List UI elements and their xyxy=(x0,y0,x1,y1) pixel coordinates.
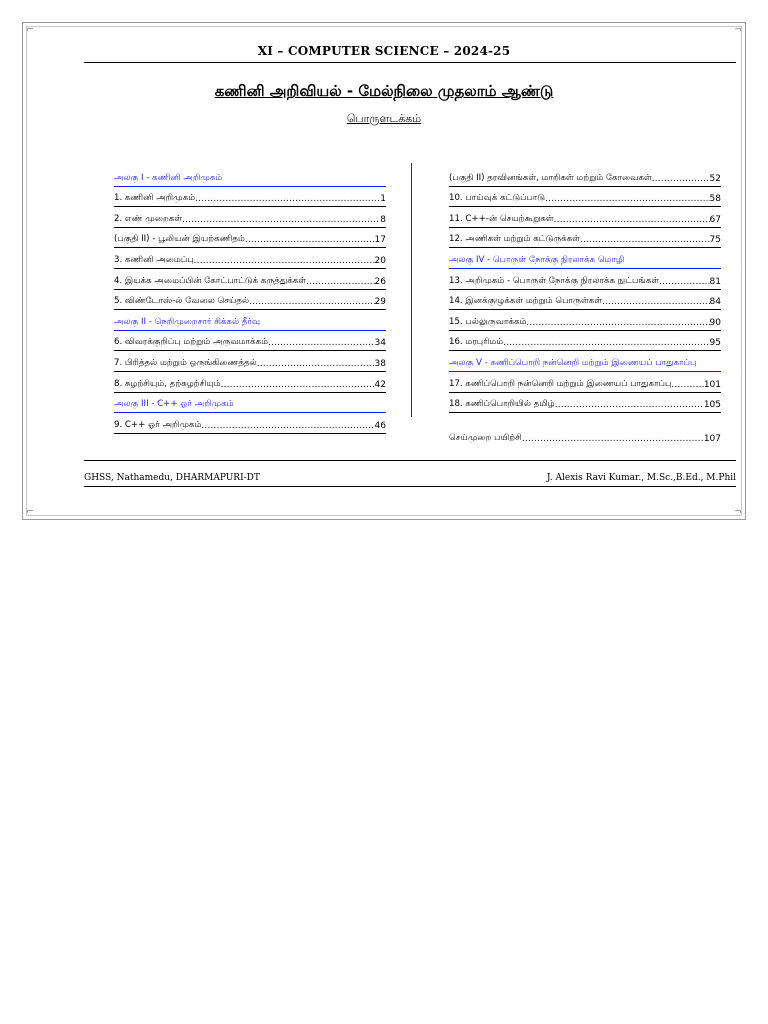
column-divider xyxy=(411,163,412,417)
entry-page-number: 34 xyxy=(374,338,386,349)
footer-rule-top xyxy=(84,460,736,461)
entry-label: 14. இனக்குழுக்கள் மற்றும் பொருள்கள் xyxy=(449,296,602,307)
entry-label: 12. அணிகள் மற்றும் கட்டுருக்கள் xyxy=(449,234,581,245)
entry-label: 10. பாய்வுக் கட்டுப்பாடு xyxy=(449,193,546,204)
entry-label: செய்முறை பயிற்சி xyxy=(449,432,522,443)
dot-leader xyxy=(306,277,374,287)
unit-label: அலகு IV - பொருள் நோக்கு நிரலாக்க மொழி xyxy=(449,254,625,265)
entry-page-number: 26 xyxy=(374,276,386,287)
entry-label: 13. அறிமுகம் - பொருள் நோக்கு நிரலாக்க நுட்பங்கள் xyxy=(449,275,660,286)
toc-entry[interactable] xyxy=(114,207,386,228)
document-title: கணினி அறிவியல் - மேல்நிலை முதலாம் ஆண்டு xyxy=(214,82,554,100)
dot-leader xyxy=(580,235,710,245)
toc-unit-heading[interactable] xyxy=(114,166,386,187)
entry-label: 3. கணினி அமைப்பு xyxy=(114,254,194,265)
corner-ornament-icon: ¬ xyxy=(734,25,742,35)
toc-entry[interactable] xyxy=(449,269,721,290)
dot-leader xyxy=(195,194,380,204)
dot-leader xyxy=(555,400,704,410)
toc-spacer xyxy=(449,413,721,425)
entry-label: 6. விவரக்குறிப்பு மற்றும் அருவமாக்கம் xyxy=(114,337,269,348)
unit-label: அலகு V - கணிப்பொறி நன்னெறி மற்றும் இணையப் பாதுகாப்பு xyxy=(449,357,697,368)
dot-leader xyxy=(249,297,374,307)
document-subtitle: பொருளடக்கம் xyxy=(346,112,422,125)
toc-entry[interactable] xyxy=(449,290,721,311)
entry-page-number: 81 xyxy=(709,276,721,287)
header-title: XI – COMPUTER SCIENCE – 2024-25 xyxy=(257,44,511,58)
dot-leader xyxy=(602,297,710,307)
entry-page-number: 46 xyxy=(374,420,386,431)
dot-leader xyxy=(503,338,709,348)
entry-label: 18. கணிப்பொறியில் தமிழ் xyxy=(449,399,555,410)
unit-label: அலகு I - கணினி அறிமுகம் xyxy=(114,172,223,183)
entry-page-number: 17 xyxy=(374,235,386,246)
header-rule xyxy=(84,62,736,63)
toc-entry[interactable] xyxy=(114,248,386,269)
toc-entry[interactable] xyxy=(114,331,386,352)
entry-page-number: 52 xyxy=(709,173,721,184)
entry-label: (பகுதி II) - பூலியன் இயற்கணிதம் xyxy=(114,234,245,245)
dot-leader xyxy=(245,235,375,245)
dot-leader xyxy=(652,174,710,184)
entry-page-number: 107 xyxy=(703,433,721,444)
dot-leader xyxy=(554,215,710,225)
entry-page-number: 95 xyxy=(709,338,721,349)
toc-right-column xyxy=(449,166,721,446)
toc-entry[interactable] xyxy=(114,413,386,434)
footer-rule-bottom xyxy=(84,486,736,487)
toc-entry[interactable] xyxy=(449,207,721,228)
toc-unit-heading[interactable] xyxy=(449,248,721,269)
dot-leader xyxy=(221,380,375,390)
entry-page-number: 20 xyxy=(374,255,386,266)
entry-page-number: 75 xyxy=(709,235,721,246)
dot-leader xyxy=(526,318,709,328)
dot-leader xyxy=(545,194,709,204)
dot-leader xyxy=(671,380,703,390)
entry-label: 2. எண் முறைகள் xyxy=(114,213,183,224)
entry-label: 4. இயக்க அமைப்பின் கோட்பாட்டுக் கருத்துக்கள் xyxy=(114,275,307,286)
toc-entry[interactable] xyxy=(114,187,386,208)
entry-label: 9. C++ ஓர் அறிமுகம் xyxy=(114,419,202,430)
footer-school: GHSS, Nathamedu, DHARMAPURI-DT xyxy=(84,473,260,483)
dot-leader xyxy=(257,359,375,369)
unit-label: அலகு II - நெறிமுறைசார் சிக்கல் தீர்வு xyxy=(114,316,261,327)
dot-leader xyxy=(182,215,380,225)
entry-page-number: 90 xyxy=(709,317,721,328)
entry-page-number: 29 xyxy=(374,297,386,308)
toc-unit-heading[interactable] xyxy=(449,351,721,372)
entry-page-number: 1 xyxy=(380,194,386,205)
dot-leader xyxy=(659,277,709,287)
toc-entry[interactable] xyxy=(449,393,721,414)
entry-label: 8. சுழற்சியும், தற்சுழற்சியும் xyxy=(114,378,221,389)
dot-leader xyxy=(522,434,704,444)
entry-page-number: 84 xyxy=(709,297,721,308)
corner-ornament-icon: ⌐ xyxy=(26,25,34,35)
toc-entry[interactable] xyxy=(449,331,721,352)
entry-label: 15. பல்லுருவாக்கம் xyxy=(449,316,527,327)
dot-leader xyxy=(194,256,375,266)
toc-unit-heading[interactable] xyxy=(114,393,386,414)
toc-entry[interactable] xyxy=(449,310,721,331)
entry-page-number: 38 xyxy=(374,358,386,369)
toc-entry[interactable] xyxy=(449,166,721,187)
toc-left-column xyxy=(114,166,386,434)
entry-page-number: 105 xyxy=(703,400,721,411)
toc-entry[interactable] xyxy=(114,372,386,393)
toc-entry[interactable] xyxy=(114,228,386,249)
entry-page-number: 67 xyxy=(709,214,721,225)
toc-entry[interactable] xyxy=(114,351,386,372)
toc-entry[interactable] xyxy=(449,372,721,393)
toc-unit-heading[interactable] xyxy=(114,310,386,331)
entry-label: (பகுதி II) தரவினங்கள், மாறிகள் மற்றும் கோவைகள் xyxy=(449,172,652,183)
dot-leader xyxy=(201,421,374,431)
entry-label: 1. கணினி அறிமுகம் xyxy=(114,193,196,204)
entry-page-number: 42 xyxy=(374,379,386,390)
entry-label: 11. C++-ன் செயற்கூறுகள் xyxy=(449,213,554,224)
toc-entry[interactable] xyxy=(114,269,386,290)
entry-page-number: 8 xyxy=(380,214,386,225)
corner-ornament-icon: ⌐ xyxy=(26,507,34,517)
toc-entry[interactable] xyxy=(449,228,721,249)
entry-label: 7. பிரித்தல் மற்றும் ஒருங்கிணைத்தல் xyxy=(114,357,257,368)
entry-label: 16. மரபுரிமம் xyxy=(449,337,504,348)
entry-page-number: 101 xyxy=(703,379,721,390)
entry-page-number: 58 xyxy=(709,194,721,205)
corner-ornament-icon: ¬ xyxy=(734,507,742,517)
toc-entry[interactable] xyxy=(449,425,721,446)
footer-author: J. Alexis Ravi Kumar., M.Sc.,B.Ed., M.Phil xyxy=(546,473,736,483)
entry-label: 17. கணிப்பொறி நன்னெறி மற்றும் இணையப் பாதுகாப்பு xyxy=(449,378,672,389)
dot-leader xyxy=(268,338,375,348)
toc-entry[interactable] xyxy=(449,187,721,208)
unit-label: அலகு III - C++ ஓர் அறிமுகம் xyxy=(114,399,234,410)
entry-label: 5. விண்டோஸ்-ல் வேலை செய்தல் xyxy=(114,296,250,307)
toc-entry[interactable] xyxy=(114,290,386,311)
